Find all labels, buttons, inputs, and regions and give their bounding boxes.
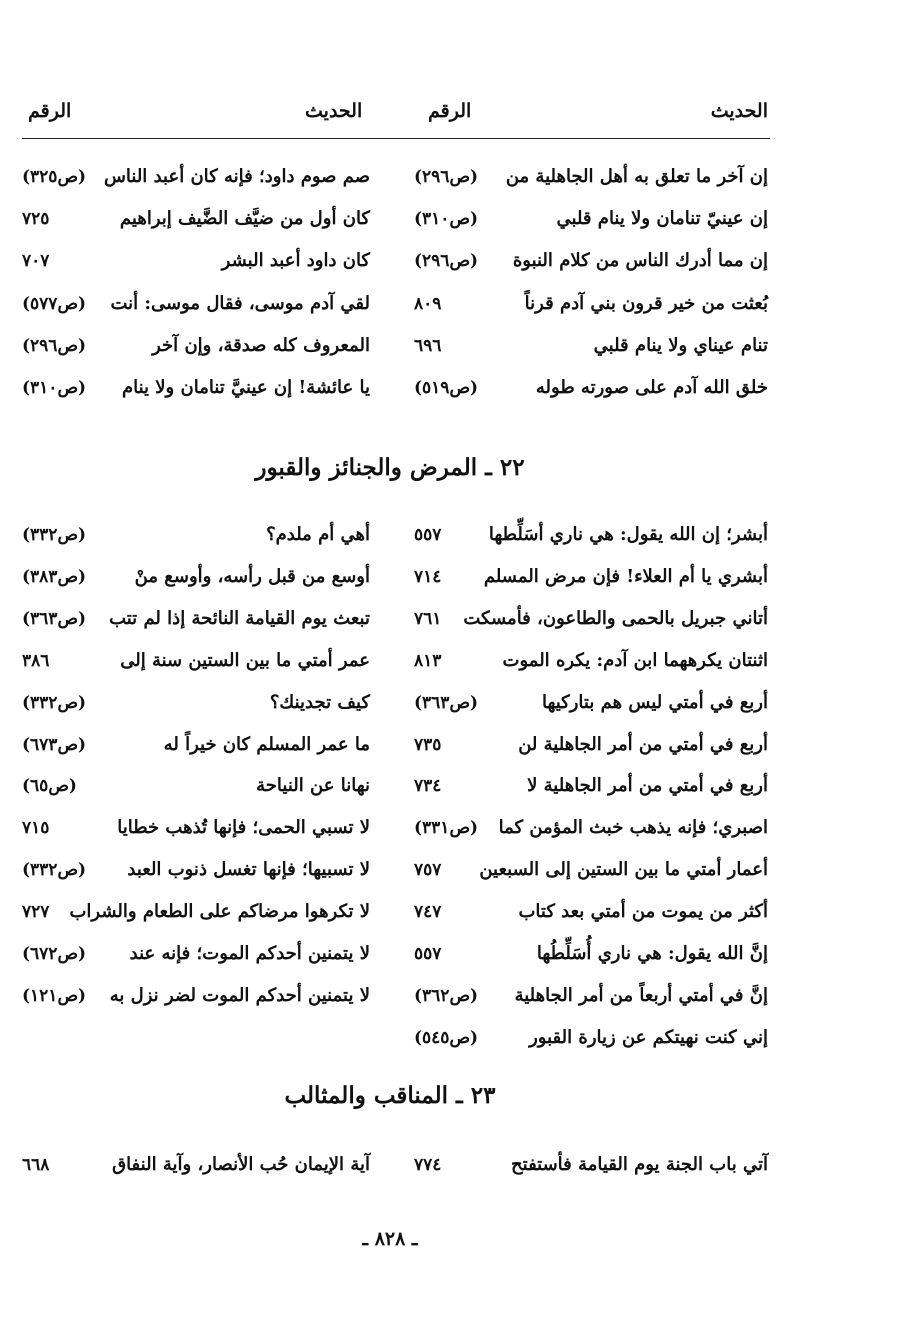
page-number: ـ ٨٢٨ ـ: [362, 1228, 418, 1250]
entry-text: أتاني جبريل بالحمى والطاعون، فأمسكت: [463, 607, 768, 629]
entry-number: (ص٣٨٣): [22, 566, 87, 587]
entry-number: (ص٦٥): [22, 776, 77, 797]
entry-text: لا يتمنين أحدكم الموت؛ فإنه عند: [129, 943, 370, 964]
entry-text: آتي باب الجنة يوم القيامة فأستفتح: [511, 1154, 768, 1175]
entry-number: (ص٢٩٦): [414, 251, 479, 272]
entry-number: (ص٣٣٢): [22, 692, 87, 713]
entry-text: ما عمر المسلم كان خيراً له: [163, 733, 370, 755]
entry-text: لا تسبي الحمى؛ فإنها تُذهب خطايا: [117, 817, 370, 839]
header-right-hadith: الحديث: [710, 100, 768, 122]
entry-text: تنام عيناي ولا ينام قلبي: [593, 334, 768, 356]
entry-text: صم صوم داود؛ فإنه كان أعبد الناس: [103, 166, 370, 187]
entry-number: (ص٥٤٥): [414, 1027, 479, 1048]
entry-number: (ص٣٣١): [414, 818, 479, 839]
entry-number: ٧٣٤: [414, 776, 442, 797]
header-rule: [22, 138, 770, 139]
entry-number: (ص٣٦٣): [22, 608, 87, 629]
entry-text: آية الإيمان حُب الأنصار، وآية النفاق: [112, 1154, 370, 1175]
entry-number: ٧٤٧: [414, 902, 442, 923]
entry-text: تبعث يوم القيامة النائحة إذا لم تتب: [109, 607, 370, 629]
entry-text: اصبري؛ فإنه يذهب خبث المؤمن كما: [498, 817, 768, 839]
entry-text: كان أول من ضيَّف الضَّيف إبراهيم: [119, 208, 370, 230]
entry-number: (ص٢٩٦): [414, 167, 479, 187]
header-right-number: الرقم: [428, 100, 472, 122]
entry-number: ٥٥٧: [414, 525, 442, 545]
entry-number: (ص٣٢٥): [22, 167, 87, 187]
entry-number: ٥٥٧: [414, 944, 442, 964]
entry-number: (ص٣٣٢): [22, 860, 87, 881]
entry-number: ٦٦٨: [22, 1155, 50, 1175]
entry-text: أعمار أمتي ما بين الستين إلى السبعين: [479, 859, 768, 881]
entry-text: إنَّ في أمتي أربعاً من أمر الجاهلية: [514, 984, 768, 1006]
entry-number: (ص٥١٩): [414, 378, 479, 398]
entry-text: كيف تجدينك؟: [269, 691, 370, 713]
entry-number: (ص٣١٠): [414, 209, 479, 230]
entry-text: إني كنت نهيتكم عن زيارة القبور: [529, 1026, 768, 1048]
entry-text: أبشري يا أم العلاء! فإن مرض المسلم: [483, 565, 768, 587]
entry-text: خلق الله آدم على صورته طوله: [535, 377, 768, 398]
entry-number: ٧١٤: [414, 566, 442, 587]
entry-number: (ص٦٧٢): [22, 944, 87, 964]
entry-number: ٧٧٤: [414, 1155, 442, 1175]
entry-number: (ص١٢١): [22, 985, 87, 1006]
header-left-hadith: الحديث: [305, 100, 363, 122]
entry-text: إن آخر ما تعلق به أهل الجاهلية من: [505, 166, 768, 187]
entry-text: أربع في أمتي من أمر الجاهلية لن: [518, 733, 768, 755]
entry-text: لقي آدم موسى، فقال موسى: أنت: [110, 292, 370, 314]
entry-text: أوسع من قبل رأسه، وأوسع منْ: [134, 565, 370, 587]
entry-number: (ص٢٩٦): [22, 335, 87, 356]
entry-number: ٣٨٦: [22, 650, 50, 671]
entry-text: إن مما أدرك الناس من كلام النبوة: [512, 250, 768, 272]
entry-number: ٧٠٧: [22, 251, 50, 272]
entry-text: إن عينيّ تنامان ولا ينام قلبي: [556, 208, 768, 230]
entry-text: لا تسبيها؛ فإنها تغسل ذنوب العبد: [127, 859, 370, 881]
entry-number: (ص٥٧٧): [22, 293, 87, 314]
entry-text: أكثر من يموت من أمتي بعد كتاب: [518, 901, 768, 923]
entry-text: كان داود أعبد البشر: [221, 250, 370, 272]
entry-text: يا عائشة! إن عينيَّ تنامان ولا ينام: [121, 377, 370, 398]
header-left-number: الرقم: [28, 100, 72, 122]
entry-number: ٧٦١: [414, 608, 442, 629]
section-23-title: ٢٣ ـ المناقب والمثالب: [284, 1082, 496, 1109]
entry-number: (ص٣٦٢): [414, 985, 479, 1006]
entry-text: أربع في أمتي من أمر الجاهلية لا: [527, 775, 768, 797]
entry-number: ٧٣٥: [414, 734, 442, 755]
entry-text: أبشر؛ إن الله يقول: هي ناري أسَلِّطها: [488, 524, 768, 545]
entry-text: إنَّ الله يقول: هي ناري أُسَلِّطُها: [536, 943, 768, 964]
entry-text: عمر أمتي ما بين الستين سنة إلى: [120, 649, 370, 671]
entry-number: ٨٠٩: [414, 293, 442, 314]
entry-number: ٧٢٧: [22, 902, 50, 923]
entry-text: أربع في أمتي ليس هم بتاركيها: [541, 691, 768, 713]
entry-text: لا تكرهوا مرضاكم على الطعام والشراب: [69, 901, 370, 923]
entry-text: بُعثت من خير قرون بني آدم قرناً: [524, 292, 768, 314]
entry-text: نهانا عن النياحة: [256, 775, 370, 797]
entry-text: لا يتمنين أحدكم الموت لضر نزل به: [109, 984, 370, 1006]
entry-number: (ص٣٦٣): [414, 692, 479, 713]
entry-text: اثنتان يكرههما ابن آدم: يكره الموت: [502, 649, 768, 671]
entry-number: ٧٢٥: [22, 209, 50, 230]
entry-number: ٨١٣: [414, 650, 442, 671]
section-22-title: ٢٢ ـ المرض والجنائز والقبور: [255, 454, 525, 481]
entry-text: أهي أم ملدم؟: [266, 524, 370, 545]
entry-number: (ص٦٧٣): [22, 734, 87, 755]
entry-number: ٧٥٧: [414, 860, 442, 881]
entry-number: ٦٩٦: [414, 335, 442, 356]
entry-number: (ص٣١٠): [22, 378, 87, 398]
entry-text: المعروف كله صدقة، وإن آخر: [152, 334, 370, 356]
entry-number: (ص٣٣٢): [22, 525, 87, 545]
entry-number: ٧١٥: [22, 818, 50, 839]
